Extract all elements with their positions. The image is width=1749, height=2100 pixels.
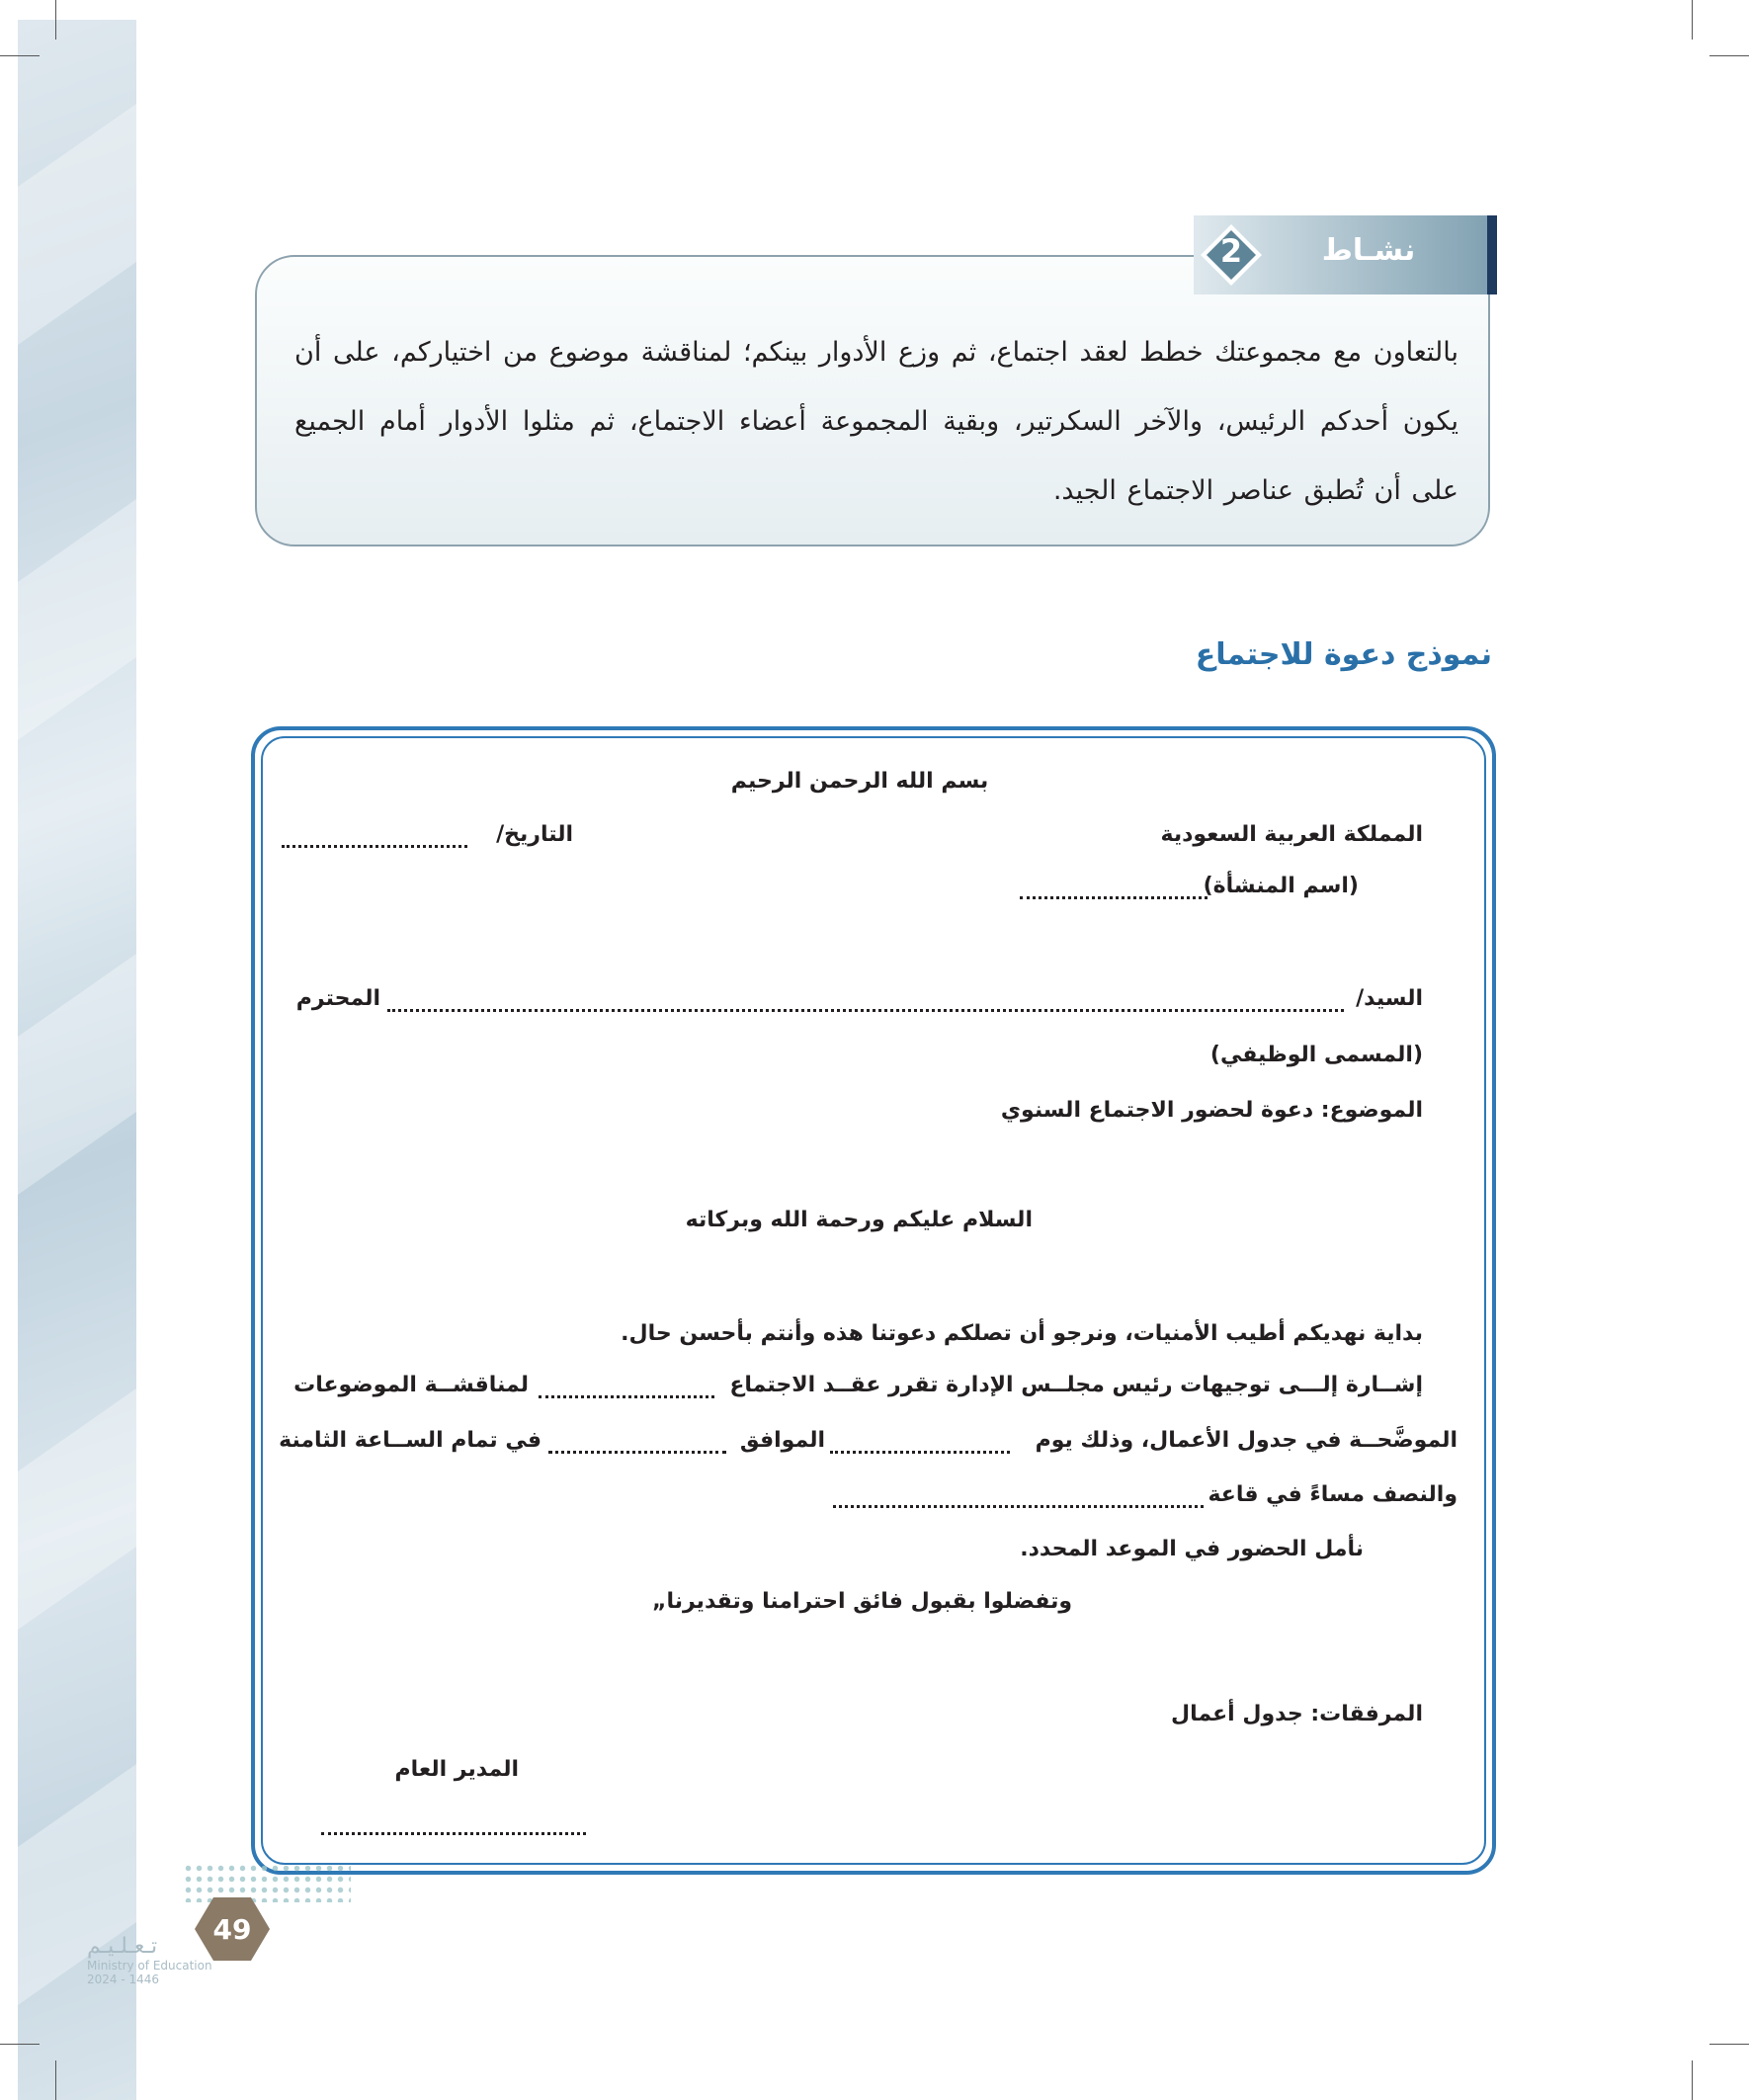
activity-label: نشـاط	[1321, 233, 1416, 268]
day-blank	[830, 1431, 1010, 1454]
mr-label: السيد/	[1356, 986, 1423, 1011]
body-line-3-end: في تمام الســاعة الثامنة	[279, 1428, 541, 1453]
org-name-label: (اسم المنشأة)	[1203, 874, 1359, 898]
general-manager-label: المدير العام	[394, 1757, 519, 1782]
attachments-line: المرفقات: جدول أعمال	[1171, 1702, 1423, 1726]
crop-mark	[1709, 2044, 1749, 2045]
ministry-logo-years: 2024 - 1446	[87, 1973, 160, 1986]
agreed-date-blank	[548, 1431, 726, 1454]
date-blank	[282, 825, 467, 848]
signature-blank	[321, 1812, 586, 1835]
body-line-1: بداية نهديكم أطيب الأمنيات، ونرجو أن تصلكم دعوتنا هذه وأنتم بأحسن حال.	[621, 1321, 1423, 1346]
activity-box	[255, 255, 1490, 546]
respected-label: المحترم	[295, 986, 380, 1011]
ministry-logo-arabic: تـعـلـيـم	[87, 1934, 158, 1959]
job-title-label: (المسمى الوظيفي)	[1209, 1043, 1423, 1067]
ministry-logo-english: Ministry of Education	[87, 1959, 212, 1973]
hope-line: نأمل الحضور في الموعد المحدد.	[1020, 1537, 1364, 1561]
crop-mark	[55, 2060, 56, 2100]
side-decoration-band	[18, 20, 136, 2100]
activity-number: 2	[1219, 232, 1243, 270]
crop-mark	[0, 55, 40, 56]
org-name-blank	[1020, 877, 1208, 899]
recipient-name-blank	[387, 989, 1344, 1012]
crop-mark	[1692, 2060, 1693, 2100]
crop-mark	[1692, 0, 1693, 40]
body-line-2-end: لمناقشــة الموضوعات	[293, 1373, 529, 1397]
page-number: 49	[212, 1913, 252, 1946]
invitation-frame-inner	[261, 736, 1486, 1865]
basmala: بسم الله الرحمن الرحيم	[730, 769, 989, 794]
closing-line: وتفضلوا بقبول فائق احترامنا وتقديرنا„	[652, 1589, 1072, 1614]
activity-text: بالتعاون مع مجموعتك خطط لعقد اجتماع، ثم وزع الأدوار بينكم؛ لمناقشة موضوع من اختياركم، على أن يكون أحدكم الرئيس، والآخر السكرتير، وبقية المجموعة أعضاء الاجتماع، ثم مثلوا الأدوار أمام الجميع على أن تُطبق عناصر الاجتماع الجيد.	[294, 337, 1458, 506]
body-line-4: والنصف مساءً في قاعة	[1208, 1482, 1458, 1507]
kingdom-label: المملكة العربية السعودية	[1160, 822, 1423, 847]
crop-mark	[1709, 55, 1749, 56]
body-line-2-start: إشــارة إلـــى توجيهات رئيس مجلــس الإدارة تقرر عقــد الاجتماع	[729, 1373, 1423, 1397]
section-title: نموذج دعوة للاجتماع	[1195, 637, 1492, 672]
body-line-3-mid: الموافق	[739, 1428, 825, 1453]
ministry-logo	[87, 1935, 285, 1986]
activity-badge-bar	[1487, 215, 1497, 294]
greeting: السلام عليكم ورحمة الله وبركاته	[685, 1208, 1033, 1232]
date-label: التاريخ/	[496, 822, 573, 847]
body-line-3-start: الموضَّحــة في جدول الأعمال، وذلك يوم	[1035, 1428, 1458, 1453]
subject-line: الموضوع: دعوة لحضور الاجتماع السنوي	[1000, 1098, 1423, 1123]
meeting-blank	[539, 1376, 714, 1398]
crop-mark	[55, 0, 56, 40]
crop-mark	[0, 2044, 40, 2045]
hall-blank	[833, 1485, 1204, 1508]
